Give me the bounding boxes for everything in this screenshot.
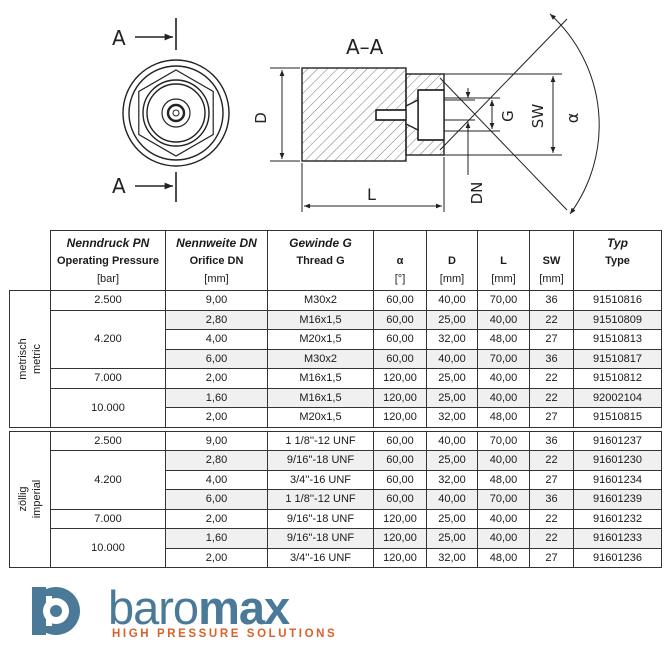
table-row <box>10 451 662 471</box>
cell-thread: 9/16''-18 UNF <box>268 529 374 549</box>
table-row <box>10 369 662 389</box>
cell-d: 25,00 <box>427 451 478 471</box>
cell-sw: 36 <box>530 490 574 510</box>
cell-thread: 9/16''-18 UNF <box>268 451 374 471</box>
cell-thread: M16x1,5 <box>268 388 374 408</box>
dim-alpha-label: α <box>563 112 582 124</box>
cell-type: 92002104 <box>574 388 662 408</box>
cell-d: 40,00 <box>427 431 478 451</box>
table-row <box>10 529 662 549</box>
table-row <box>10 431 662 451</box>
header-thread: Gewinde G Thread G <box>268 231 374 291</box>
table-row <box>10 310 662 330</box>
cell-type: 91510813 <box>574 330 662 350</box>
header-pn: Nenndruck PN Operating Pressure [bar] <box>51 231 166 291</box>
cell-type: 91601233 <box>574 529 662 549</box>
cell-orifice: 9,00 <box>166 431 268 451</box>
cell-sw: 36 <box>530 431 574 451</box>
cell-orifice: 2,80 <box>166 310 268 330</box>
cell-sw: 22 <box>530 529 574 549</box>
cell-pressure: 7.000 <box>51 369 166 389</box>
cell-type: 91510815 <box>574 408 662 428</box>
cell-sw: 36 <box>530 291 574 311</box>
cell-l: 70,00 <box>478 431 530 451</box>
cell-d: 25,00 <box>427 388 478 408</box>
cell-thread: M30x2 <box>268 291 374 311</box>
cell-l: 70,00 <box>478 349 530 369</box>
cell-thread: 1 1/8''-12 UNF <box>268 490 374 510</box>
cell-alpha: 60,00 <box>374 330 427 350</box>
cell-thread: 3/4''-16 UNF <box>268 470 374 490</box>
cell-sw: 22 <box>530 388 574 408</box>
cell-l: 40,00 <box>478 369 530 389</box>
cell-alpha: 60,00 <box>374 451 427 471</box>
cell-l: 40,00 <box>478 529 530 549</box>
cell-d: 25,00 <box>427 529 478 549</box>
cell-l: 40,00 <box>478 451 530 471</box>
cell-pressure: 4.200 <box>51 310 166 369</box>
technical-drawing <box>0 0 665 230</box>
table-row <box>10 388 662 408</box>
cell-thread: 1 1/8''-12 UNF <box>268 431 374 451</box>
cell-orifice: 1,60 <box>166 388 268 408</box>
cell-sw: 36 <box>530 349 574 369</box>
cell-thread: M16x1,5 <box>268 369 374 389</box>
cell-alpha: 120,00 <box>374 529 427 549</box>
cell-sw: 27 <box>530 548 574 568</box>
cell-orifice: 9,00 <box>166 291 268 311</box>
cell-sw: 22 <box>530 369 574 389</box>
cell-type: 91601234 <box>574 470 662 490</box>
cell-thread: 3/4''-16 UNF <box>268 548 374 568</box>
cell-pressure: 7.000 <box>51 509 166 529</box>
cell-alpha: 120,00 <box>374 548 427 568</box>
dim-DN-label: DN <box>468 181 486 205</box>
cell-pressure: 2.500 <box>51 291 166 311</box>
cell-type: 91601236 <box>574 548 662 568</box>
cell-d: 32,00 <box>427 548 478 568</box>
header-dn: Nennweite DN Orifice DN [mm] <box>166 231 268 291</box>
cell-alpha: 120,00 <box>374 388 427 408</box>
cell-orifice: 4,00 <box>166 470 268 490</box>
cell-d: 32,00 <box>427 408 478 428</box>
section-label: A–A <box>346 35 384 59</box>
cell-d: 32,00 <box>427 470 478 490</box>
cell-type: 91510816 <box>574 291 662 311</box>
cell-d: 40,00 <box>427 291 478 311</box>
dim-L-label: L <box>367 185 376 204</box>
cell-orifice: 2,00 <box>166 408 268 428</box>
header-sw: SW [mm] <box>530 231 574 291</box>
cell-l: 70,00 <box>478 291 530 311</box>
cell-l: 48,00 <box>478 408 530 428</box>
cell-type: 91601239 <box>574 490 662 510</box>
cell-alpha: 60,00 <box>374 310 427 330</box>
cell-l: 40,00 <box>478 509 530 529</box>
header-alpha: α [°] <box>374 231 427 291</box>
header-l: L [mm] <box>478 231 530 291</box>
cell-type: 91510817 <box>574 349 662 369</box>
cell-l: 70,00 <box>478 490 530 510</box>
cell-alpha: 120,00 <box>374 509 427 529</box>
cell-alpha: 60,00 <box>374 470 427 490</box>
baromax-logo-icon <box>28 582 98 640</box>
cell-sw: 27 <box>530 408 574 428</box>
cell-orifice: 6,00 <box>166 490 268 510</box>
cell-pressure: 4.200 <box>51 451 166 510</box>
header-type: Typ Type <box>574 231 662 291</box>
cut-label-bottom: A <box>112 174 126 198</box>
cell-pressure: 2.500 <box>51 431 166 451</box>
cell-d: 25,00 <box>427 509 478 529</box>
cell-alpha: 120,00 <box>374 369 427 389</box>
cell-d: 40,00 <box>427 490 478 510</box>
table-row <box>10 291 662 311</box>
cell-orifice: 2,00 <box>166 369 268 389</box>
cell-d: 25,00 <box>427 310 478 330</box>
header-d: D [mm] <box>427 231 478 291</box>
cell-thread: M30x2 <box>268 349 374 369</box>
brand-wordmark: baromax <box>108 581 290 634</box>
cell-thread: M20x1,5 <box>268 330 374 350</box>
cell-l: 48,00 <box>478 470 530 490</box>
table-header-row <box>10 231 662 291</box>
cell-orifice: 2,00 <box>166 509 268 529</box>
front-view <box>123 18 229 202</box>
cell-sw: 22 <box>530 451 574 471</box>
metric-section <box>10 291 662 428</box>
cell-sw: 27 <box>530 470 574 490</box>
cell-orifice: 2,00 <box>166 548 268 568</box>
dim-D-label: D <box>252 112 270 124</box>
cell-type: 91601232 <box>574 509 662 529</box>
cell-type: 91510809 <box>574 310 662 330</box>
cell-l: 48,00 <box>478 548 530 568</box>
cell-orifice: 6,00 <box>166 349 268 369</box>
cell-alpha: 120,00 <box>374 408 427 428</box>
cell-type: 91601230 <box>574 451 662 471</box>
cell-alpha: 60,00 <box>374 291 427 311</box>
spec-table <box>9 230 662 568</box>
cell-alpha: 60,00 <box>374 349 427 369</box>
cell-l: 40,00 <box>478 388 530 408</box>
dim-G-label: G <box>499 110 517 122</box>
cell-pressure: 10.000 <box>51 529 166 568</box>
cell-pressure: 10.000 <box>51 388 166 427</box>
cell-sw: 22 <box>530 310 574 330</box>
cell-d: 40,00 <box>427 349 478 369</box>
cell-orifice: 2,80 <box>166 451 268 471</box>
imperial-group-label: zöllig imperial <box>10 431 51 568</box>
cell-type: 91510812 <box>574 369 662 389</box>
cell-d: 25,00 <box>427 369 478 389</box>
cell-d: 32,00 <box>427 330 478 350</box>
imperial-section <box>10 431 662 568</box>
brand-tagline: HIGH PRESSURE SOLUTIONS <box>112 628 338 640</box>
section-view <box>302 68 444 161</box>
cell-thread: M16x1,5 <box>268 310 374 330</box>
cell-alpha: 60,00 <box>374 431 427 451</box>
table-row <box>10 509 662 529</box>
cell-l: 48,00 <box>478 330 530 350</box>
cell-l: 40,00 <box>478 310 530 330</box>
cell-type: 91601237 <box>574 431 662 451</box>
cell-alpha: 60,00 <box>374 490 427 510</box>
cell-orifice: 4,00 <box>166 330 268 350</box>
cell-thread: 9/16''-18 UNF <box>268 509 374 529</box>
cell-sw: 22 <box>530 509 574 529</box>
cell-sw: 27 <box>530 330 574 350</box>
cell-thread: M20x1,5 <box>268 408 374 428</box>
cell-orifice: 1,60 <box>166 529 268 549</box>
cut-label-top: A <box>112 26 126 50</box>
dim-SW-label: SW <box>529 103 547 129</box>
metric-group-label: metrisch metric <box>10 291 51 428</box>
